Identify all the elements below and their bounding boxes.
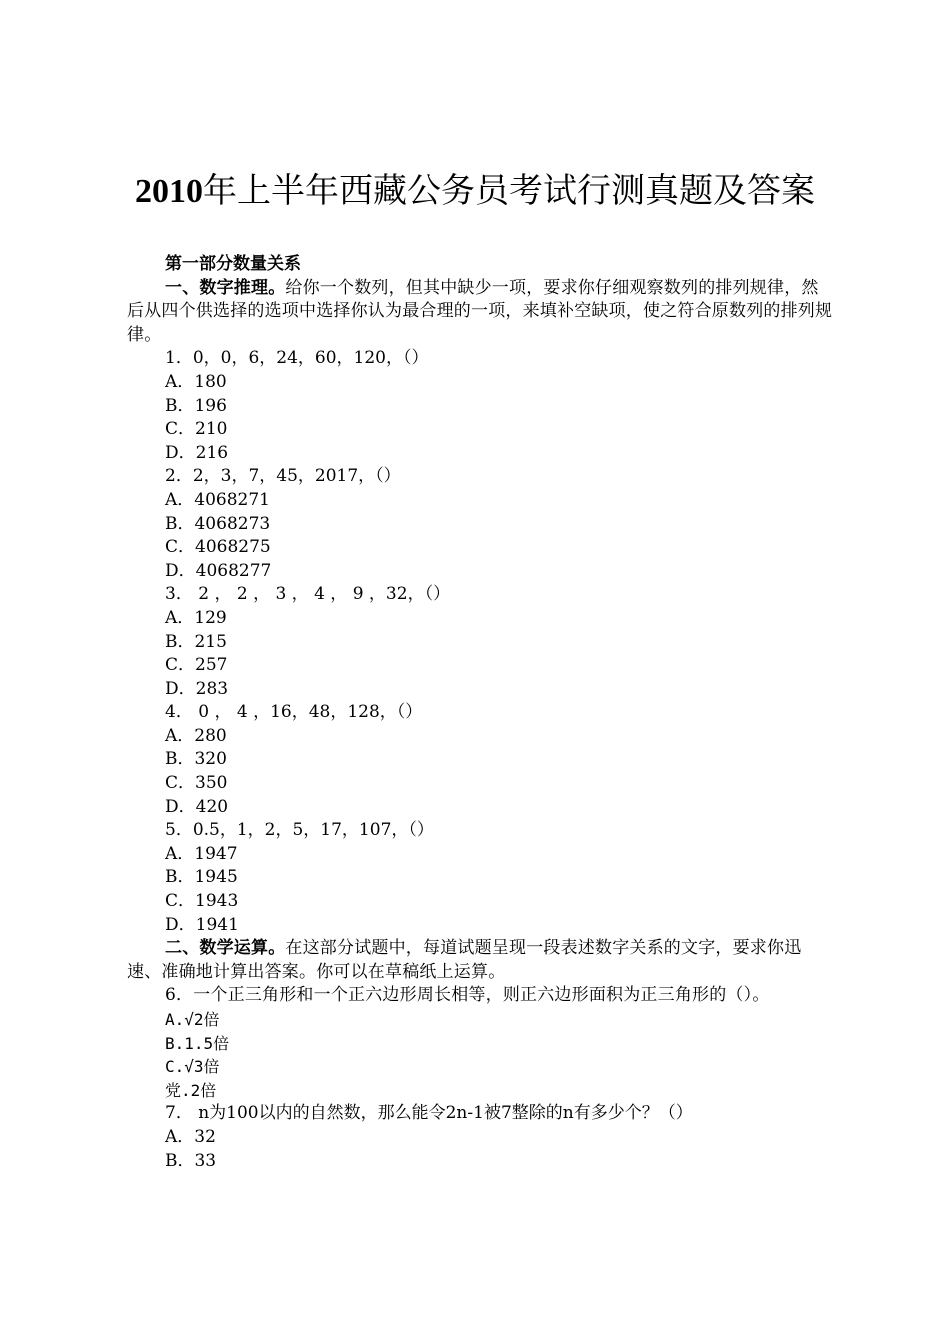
section-intro-1 (127, 277, 835, 348)
question-option: B．320 (165, 749, 227, 770)
question-6-option: C.√3倍 (165, 1057, 220, 1077)
title-year: 2010 (135, 173, 203, 210)
question-option: A．180 (165, 371, 227, 392)
part-heading: 第一部分数量关系 (165, 254, 301, 274)
question-option: D．420 (165, 796, 229, 817)
number-series-questions (127, 347, 835, 937)
title-text: 年上半年西藏公务员考试行测真题及答案 (203, 171, 815, 211)
question-7-option: A．32 (165, 1126, 216, 1147)
question-stem: 1．0，0，6，24，60，120，（） (165, 348, 429, 369)
section-text-1: 给你一个数列，但其中缺少一项，要求你仔细观察数列的排列规律，然后从四个供选择的选项中选择你认为最合理的一项，来填补空缺项，使之符合原数列的排列规律。 (127, 277, 833, 345)
question-option: A．4068271 (165, 489, 270, 510)
question-option: B．1945 (165, 867, 238, 888)
question-option: D．216 (165, 442, 229, 463)
question-stem: 4． 0 ， 4 ，16，48，128，（） (165, 702, 423, 723)
question-option: D．4068277 (165, 560, 272, 581)
question-option: A．129 (165, 607, 227, 628)
question-option: C．4068275 (165, 537, 271, 558)
question-option: B．196 (165, 395, 227, 416)
section-heading-2: 二、数学运算。 (165, 938, 286, 959)
question-option: B．215 (165, 631, 227, 652)
question-stem: 5．0.5，1，2，5，17，107，（） (165, 820, 434, 841)
question-6-option: A.√2倍 (165, 1010, 220, 1029)
question-6-option: 党.2倍 (165, 1080, 217, 1100)
section-text-2: 在这部分试题中，每道试题呈现一段表述数字关系的文字，要求你迅速、准确地计算出答案。你可以在草稿纸上运算。 (127, 938, 802, 982)
question-option: D．1941 (165, 914, 239, 935)
question-option: C．1943 (165, 891, 239, 912)
question-7-stem: 7． n为100以内的自然数，那么能令2n-1被7整除的n有多少个？（） (165, 1103, 693, 1124)
question-stem: 2．2，3，7，45，2017，（） (165, 466, 401, 487)
question-option: C．350 (165, 773, 228, 794)
document-title (118, 166, 832, 217)
question-option: C．210 (165, 419, 228, 440)
question-6-stem: 6．一个正三角形和一个正六边形周长相等，则正六边形面积为正三角形的（）。 (165, 985, 770, 1006)
question-stem: 3． 2 ， 2 ， 3 ， 4 ， 9 ，32，（） (165, 584, 451, 605)
document-body (127, 253, 835, 1173)
question-6-option: B.1.5倍 (165, 1033, 230, 1053)
question-option: C．257 (165, 655, 228, 676)
question-option: A．1947 (165, 843, 238, 864)
question-option: A．280 (165, 725, 227, 746)
question-7-option: B．33 (165, 1150, 217, 1171)
question-option: D．283 (165, 678, 229, 699)
question-option: B．4068273 (165, 513, 271, 534)
section-intro-2 (127, 937, 835, 984)
section-heading-1: 一、数字推理。 (165, 277, 286, 298)
